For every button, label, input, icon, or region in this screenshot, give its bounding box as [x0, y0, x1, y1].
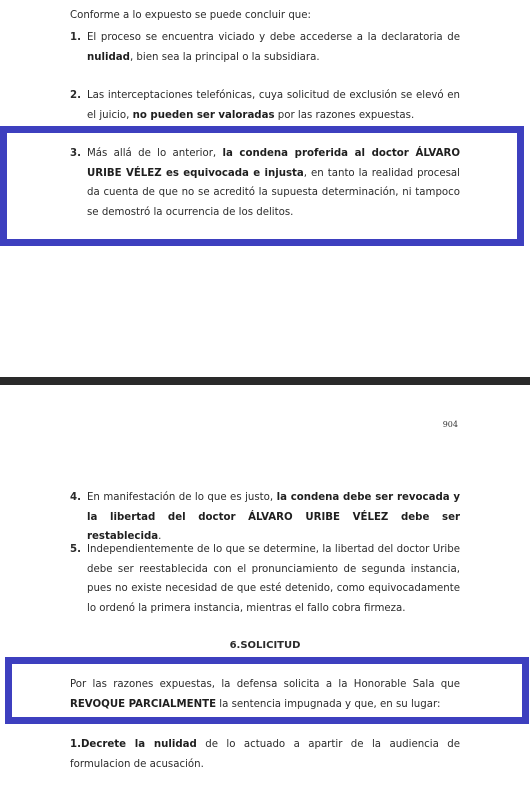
item-number: 2.: [70, 90, 81, 101]
page-number: 904: [442, 420, 458, 429]
page-separator: [0, 377, 530, 385]
item-text: Las interceptaciones telefónicas, cuya solicitud de exclusión se elevó en el juicio, no pueden ser valoradas por las razones expuestas.: [87, 90, 460, 121]
conclusion-item-2: [70, 86, 460, 125]
document-page-bottom: [0, 385, 530, 787]
conclusion-item-3: [70, 144, 460, 222]
item-number: 1.: [70, 32, 81, 43]
item-text: El proceso se encuentra viciado y debe accederse a la declaratoria de nulidad, bien sea la principal o la subsidiara.: [87, 32, 460, 63]
item-text: Más allá de lo anterior, la condena proferida al doctor ÁLVARO URIBE VÉLEZ es equivocada e injusta, en tanto la realidad procesal da cuenta de que no se acreditó la supuesta determinación, ni tampoco se demostró la ocurrencia de los delitos.: [87, 148, 460, 218]
conclusion-intro: Conforme a lo expuesto se puede concluir que:: [70, 10, 311, 21]
item-text: Independientemente de lo que se determine, la libertad del doctor Uribe debe ser reestablecida con el pronunciamiento de segunda instancia, pues no existe necesidad de que esté detenido, como equivocadamente lo ordenó la primera instancia, mientras el fallo cobra firmeza.: [87, 544, 460, 614]
item-number: 5.: [70, 544, 81, 555]
request-paragraph: Por las razones expuestas, la defensa solicita a la Honorable Sala que REVOQUE PARCIALMENTE la sentencia impugnada y que, en su lugar:: [70, 679, 460, 710]
section-title: 6.SOLICITUD: [229, 640, 301, 651]
item-number: 4.: [70, 492, 81, 503]
item-number: 3.: [70, 148, 81, 159]
conclusion-item-4: [70, 488, 460, 547]
request-item-1: 1.Decrete la nulidad de lo actuado a apartir de la audiencia de formulacion de acusación.: [70, 739, 460, 770]
document-page-top: [0, 0, 530, 378]
item-text: En manifestación de lo que es justo, la condena debe ser revocada y la libertad del doctor ÁLVARO URIBE VÉLEZ debe ser restablecida.: [87, 492, 460, 542]
conclusion-item-5: [70, 540, 460, 618]
conclusion-item-1: [70, 28, 460, 67]
